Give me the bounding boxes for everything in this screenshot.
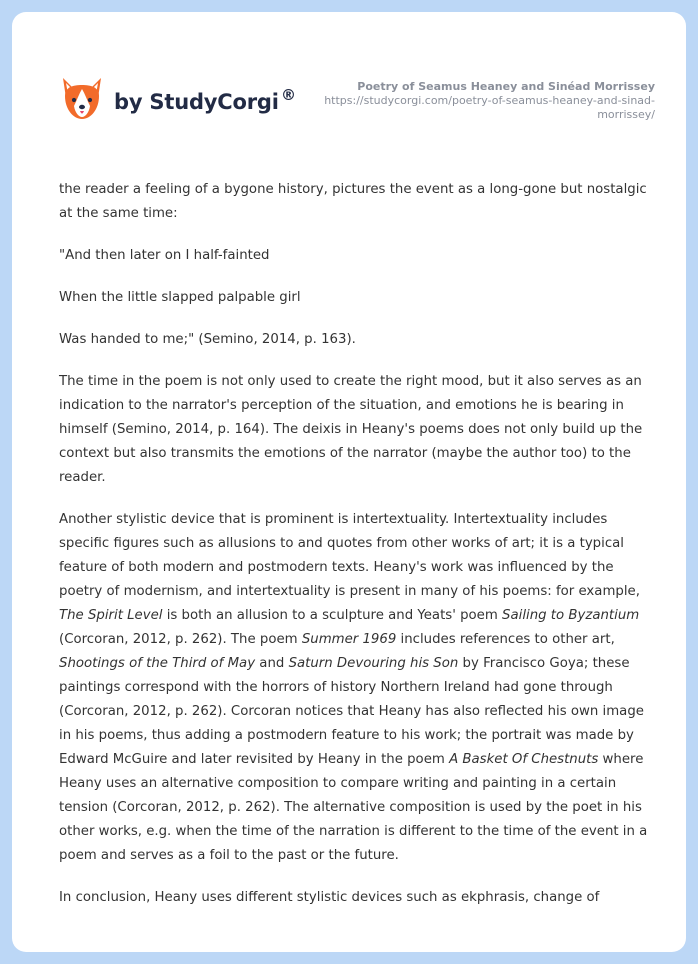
- work-title: Sailing to Byzantium: [502, 608, 640, 623]
- text-run: is both an allusion to a sculpture and Yeats' poem: [162, 608, 503, 623]
- document-url[interactable]: https://studycorgi.com/poetry-of-seamus-heaney-and-sinad-morrissey/: [324, 94, 655, 121]
- paragraph: the reader a feeling of a bygone history, pictures the event as a long-gone but nostalgic at the same time:: [59, 182, 647, 221]
- work-title: The Spirit Level: [59, 608, 163, 623]
- text-run: by Francisco Goya; these paintings correspond with the horrors of history Northern Ireland had gone through (Corcoran, 2012, p. 262). Corcoran notices that Heany has also reflected his own image in his poems, thus adding a postmodern feature to his work; the portrait was made by Edward McGuire and later revisited by Heany in the poem: [59, 656, 644, 767]
- paragraph: [59, 508, 659, 868]
- text-run: Another stylistic device that is prominent is intertextuality. Intertextuality includes specific figures such as allusions to and quotes from other works of art; it is a typical feature of both modern and postmodern texts. Heany's work was influenced by the poetry of modernism, and intertextuality is present in many of his poems: for example,: [59, 512, 640, 599]
- work-title: Shootings of the Third of May: [59, 656, 256, 671]
- essay-body: [59, 178, 659, 928]
- paragraph: The time in the poem is not only used to create the right mood, but it also serves as an indication to the narrator's perception of the situation, and emotions he is bearing in himself (Semino, 2014, p. 164). The deixis in Heany's poems does not only build up the context but also transmits the emotions of the narrator (maybe the author too) to the reader.: [59, 374, 643, 485]
- quote-line: "And then later on I half-fainted: [59, 248, 270, 263]
- text-run: includes references to other art,: [396, 632, 615, 647]
- work-title: Summer 1969: [301, 632, 397, 647]
- document-meta: [295, 80, 655, 122]
- studycorgi-logo[interactable]: [60, 76, 310, 136]
- quote-line: Was handed to me;" (Semino, 2014, p. 163).: [59, 332, 356, 347]
- document-title: Poetry of Seamus Heaney and Sinéad Morrissey: [357, 80, 655, 93]
- page-header: [12, 12, 686, 162]
- brand-name: by StudyCorgi: [114, 90, 279, 114]
- text-run: where Heany uses an alternative composition to compare writing and painting in a certain tension (Corcoran, 2012, p. 262). The alternative composition is used by the poet in his other works, e.g. when the time of the narration is different to the time of the event in a poem and serves as a foil to the past or the future.: [59, 752, 648, 863]
- registered-mark: ®: [281, 86, 296, 104]
- corgi-icon: [60, 76, 104, 122]
- quote-line: When the little slapped palpable girl: [59, 290, 301, 305]
- page-card: [12, 12, 686, 952]
- text-run: and: [255, 656, 289, 671]
- work-title: A Basket Of Chestnuts: [449, 752, 599, 767]
- paragraph: In conclusion, Heany uses different stylistic devices such as ekphrasis, change of: [59, 890, 600, 905]
- work-title: Saturn Devouring his Son: [288, 656, 459, 671]
- text-run: (Corcoran, 2012, p. 262). The poem: [59, 632, 302, 647]
